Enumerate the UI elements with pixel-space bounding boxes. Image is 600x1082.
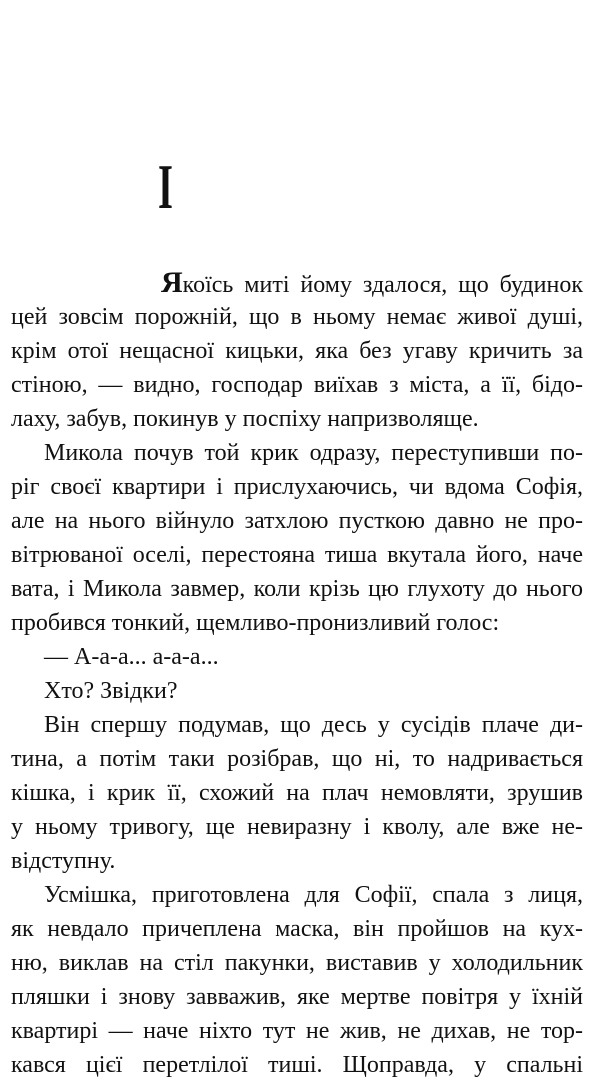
text-line: Усмішка, приготовлена для Софії, спала з лиця, xyxy=(44,882,583,908)
drop-cap: Я xyxy=(161,266,183,299)
text-line: — А-а-а... а-а-а... xyxy=(44,644,219,670)
text-line: вітрюваної оселі, перестояна тиша вкутала його, наче xyxy=(11,542,583,568)
text-line: цей зовсім порожній, що в ньому немає живої душі, xyxy=(11,304,583,330)
text-line: стіною, — видно, господар виїхав з міста, а її, бідо- xyxy=(11,372,583,398)
text-line: у ньому тривогу, ще невиразну і кволу, але вже не- xyxy=(11,814,583,840)
chapter-text xyxy=(11,266,583,1082)
text-line: кішка, і крик її, схожий на плач немовляти, зрушив xyxy=(11,780,583,806)
text-line: Микола почув той крик одразу, переступивши по- xyxy=(44,440,583,466)
text-line: як невдало причеплена маска, він пройшов на кух- xyxy=(11,916,583,942)
text-line: Хто? Звідки? xyxy=(44,678,178,704)
text-line: але на нього війнуло затхлою пусткою давно не про- xyxy=(11,508,583,534)
text-line: ріг своєї квартири і прислухаючись, чи вдома Софія, xyxy=(11,474,583,500)
text-line: вата, і Микола завмер, коли крізь цю глухоту до нього xyxy=(11,576,583,602)
text-line: Він спершу подумав, що десь у сусідів плаче ди- xyxy=(44,712,583,738)
text-line: квартирі — наче ніхто тут не жив, не дихав, не тор- xyxy=(11,1018,583,1044)
text-line: лаху, забув, покинув у поспіху напризволяще. xyxy=(11,406,479,432)
text-line: крім отої нещасної кицьки, яка без угаву кричить за xyxy=(11,338,583,364)
text-line: ню, виклав на стіл пакунки, виставив у холодильник xyxy=(11,950,583,976)
text-line: кався цієї перетлілої тиші. Щоправда, у спальні xyxy=(11,1052,583,1078)
text-line: пляшки і знову завважив, яке мертве повітря у їхній xyxy=(11,984,583,1010)
chapter-number: І xyxy=(158,151,173,222)
text-line: Якоїсь миті йому здалося, що будинок xyxy=(161,266,583,299)
text-line: відступну. xyxy=(11,848,116,874)
text-line: тина, а потім таки розібрав, що ні, то надривається xyxy=(11,746,583,772)
text-line: пробився тонкий, щемливо-пронизливий голос: xyxy=(11,610,500,636)
